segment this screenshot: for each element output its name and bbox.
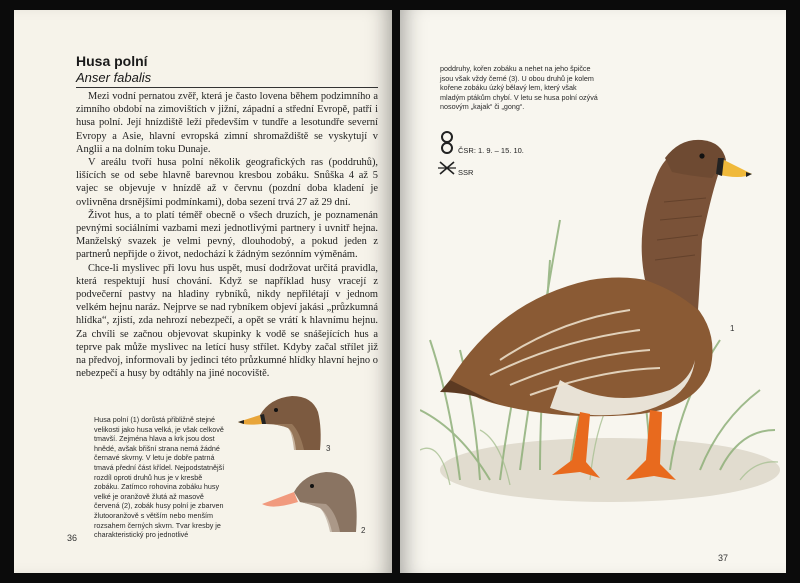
main-text: [76, 90, 378, 380]
paragraph: Život hus, a to platí téměř obecně o všech druzích, je poznamenán pevnými sociálními vazbami mezi jednotlivými partnery i uvnitř hejna. Manželský svazek je velmi pevný, dlouhodobý, a pokud jeden z partnerů nepřijde o život, nedochází k žádným sezónním výměnám.: [76, 209, 378, 261]
greylag-goose-head-illustration: [254, 460, 374, 540]
page-number: 36: [67, 533, 78, 543]
bean-goose-head-illustration: [230, 380, 340, 460]
title-rule: [76, 87, 378, 88]
bean-goose-illustration: [440, 130, 760, 500]
hunting-season-czech: ČSR: 1. 9. – 15. 10.: [458, 146, 524, 155]
left-page: [14, 10, 392, 573]
page-number: 37: [718, 553, 729, 563]
right-page: [400, 10, 786, 573]
caption-continuation: poddruhy, kořen zobáku a nehet na jeho špičce jsou však vždy černé (3). U obou druhů je kolem kořene zobáku úzký bělavý lem, který však mladým ptákům chybí. V letu se husa polní ozývá nosovým „kajak“ či „gong“.: [440, 64, 598, 112]
paragraph: Chce-li myslivec při lovu hus uspět, musí dodržovat určitá pravidla, která respektují husí chování. Když se například husy vracejí z podvečerní pastvy na hladiny rybníků, nikdy nepřilétají v jednom velkém hejnu naráz. Nejprve se nad rybníkem objeví jakási „průzkumná hlídka“, zjistí, zda nehrozí nebezpečí, a opět se vrátí k hlavnímu hejnu. Za chvíli se začnou objevovat skupinky k vodě se snášejících hus a teprve pak může myslivec na letící husy střílet. Kdyby začal střílet již na předvoj, informovali by jedinci této průzkumné hlídky hlavní hejno o nebezpečí a husy by odtáhly na jiné nocoviště.: [76, 262, 378, 380]
paragraph: Mezi vodní pernatou zvěř, která je často lovena během podzimního a zimního období na zimovištích v jižní, západní a střední Evropě, patří i husa polní. Její hnízdiště leží především v tundře a lesotundře severní Evropy a Asie, hlavní evropská zimní shromaždiště se vyskytují v Anglii a na dolním toku Dunaje.: [76, 91, 378, 155]
hunting-season-slovak: SSR: [458, 168, 474, 177]
figure-number-3: 3: [326, 444, 331, 453]
species-latin-name: Anser fabalis: [76, 70, 152, 85]
figure-number-1: 1: [730, 324, 735, 333]
figure-number-2: 2: [361, 526, 366, 535]
species-title: Husa polní: [76, 53, 148, 69]
figure-caption: Husa polní (1) dorůstá přibližně stejné velikosti jako husa velká, je však celkově tmavší. Zejména hlava a krk jsou dost hnědé, avšak břišní strana nemá žádné černavé skvrny. V letu je dobře patrná tmavá přední část křídel. Nejpodstatnější rozdíl oproti druhů hus je v kresbě zobáku. Zatímco rohovina zobáku husy velké je oranžově žlutá až masově červená (2), zobák husy polní je zbarven žlutooranžově s větším nebo menším rozsahem černých skvrn. Tvar kresby je charakteristický pro jednotlivé: [94, 415, 225, 540]
paragraph: V areálu tvoří husa polní několik geografických ras (poddruhů), lišících se od sebe hlavně barevnou kresbou zobáku. Snůška 4 až 5 vajec se objevuje v hnízdě až v červnu (pozdní doba kladení je ovlivněna drsnějšími podmínkami), doba sezení trvá 27 až 29 dní.: [76, 157, 378, 208]
